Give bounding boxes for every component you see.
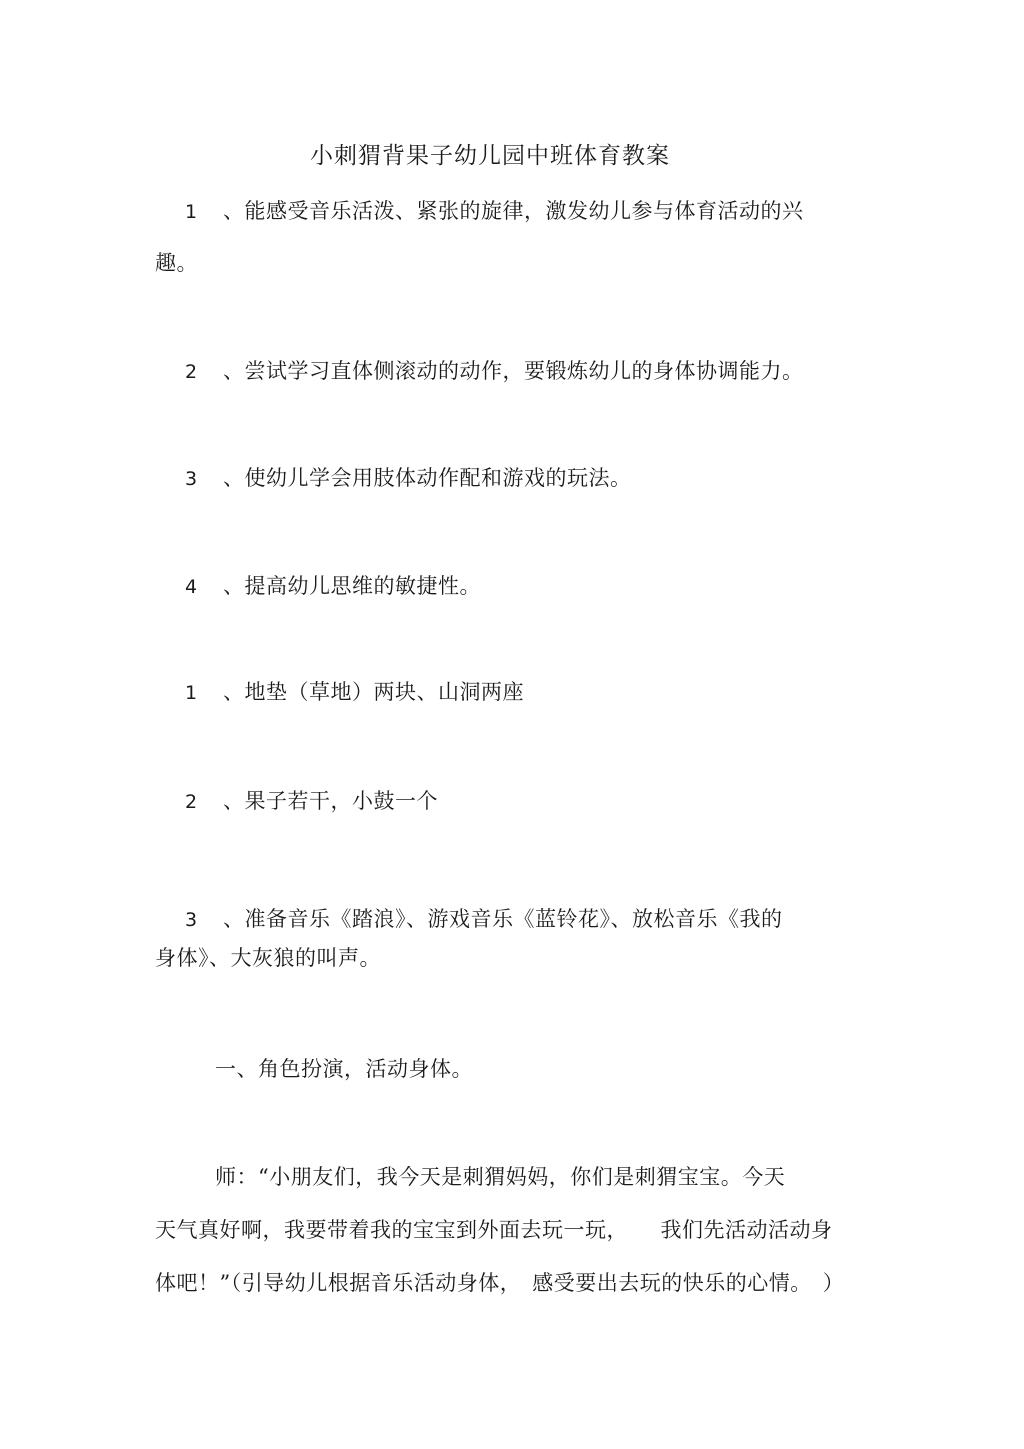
goal-item-4 — [185, 572, 481, 601]
prep-text: 、准备音乐《踏浪》、游戏音乐《蓝铃花》、放松音乐《我的 — [223, 907, 783, 931]
goal-item-3 — [185, 464, 632, 493]
document-title: 小刺猬背果子幼儿园中班体育教案 — [310, 143, 670, 169]
paragraph-line-3: 体吧！”（引导幼儿根据音乐活动身体， 感受要出去玩的快乐的心情。 ） — [155, 1271, 845, 1295]
goal-number: 2 — [185, 361, 198, 383]
prep-number: 1 — [185, 682, 198, 704]
section-heading: 一、角色扮演，活动身体。 — [215, 1057, 473, 1081]
prep-item-3 — [185, 905, 783, 934]
goal-item-2 — [185, 357, 804, 386]
goal-item-1 — [185, 197, 804, 226]
goal-item-1-continuation: 趣。 — [155, 251, 198, 275]
goal-text: 、能感受音乐活泼、紧张的旋律，激发幼儿参与体育活动的兴 — [223, 199, 804, 223]
goal-number: 3 — [185, 468, 198, 490]
prep-item-1 — [185, 678, 524, 707]
goal-text: 、提高幼儿思维的敏捷性。 — [223, 574, 481, 598]
prep-item-3-continuation: 身体》、大灰狼的叫声。 — [155, 946, 381, 970]
goal-number: 4 — [185, 576, 198, 598]
paragraph-line-1: 师：“小朋友们，我今天是刺猬妈妈，你们是刺猬宝宝。今天 — [215, 1165, 786, 1189]
prep-number: 2 — [185, 791, 198, 813]
prep-text: 、果子若干，小鼓一个 — [223, 789, 438, 813]
paragraph-line-2: 天气真好啊，我要带着我的宝宝到外面去玩一玩， 我们先活动活动身 — [155, 1218, 833, 1242]
prep-number: 3 — [185, 909, 198, 931]
goal-text: 、使幼儿学会用肢体动作配和游戏的玩法。 — [223, 466, 632, 490]
prep-item-2 — [185, 787, 438, 816]
goal-text: 、尝试学习直体侧滚动的动作，要锻炼幼儿的身体协调能力。 — [223, 359, 804, 383]
prep-text: 、地垫（草地）两块、山洞两座 — [223, 680, 524, 704]
goal-number: 1 — [185, 201, 198, 223]
